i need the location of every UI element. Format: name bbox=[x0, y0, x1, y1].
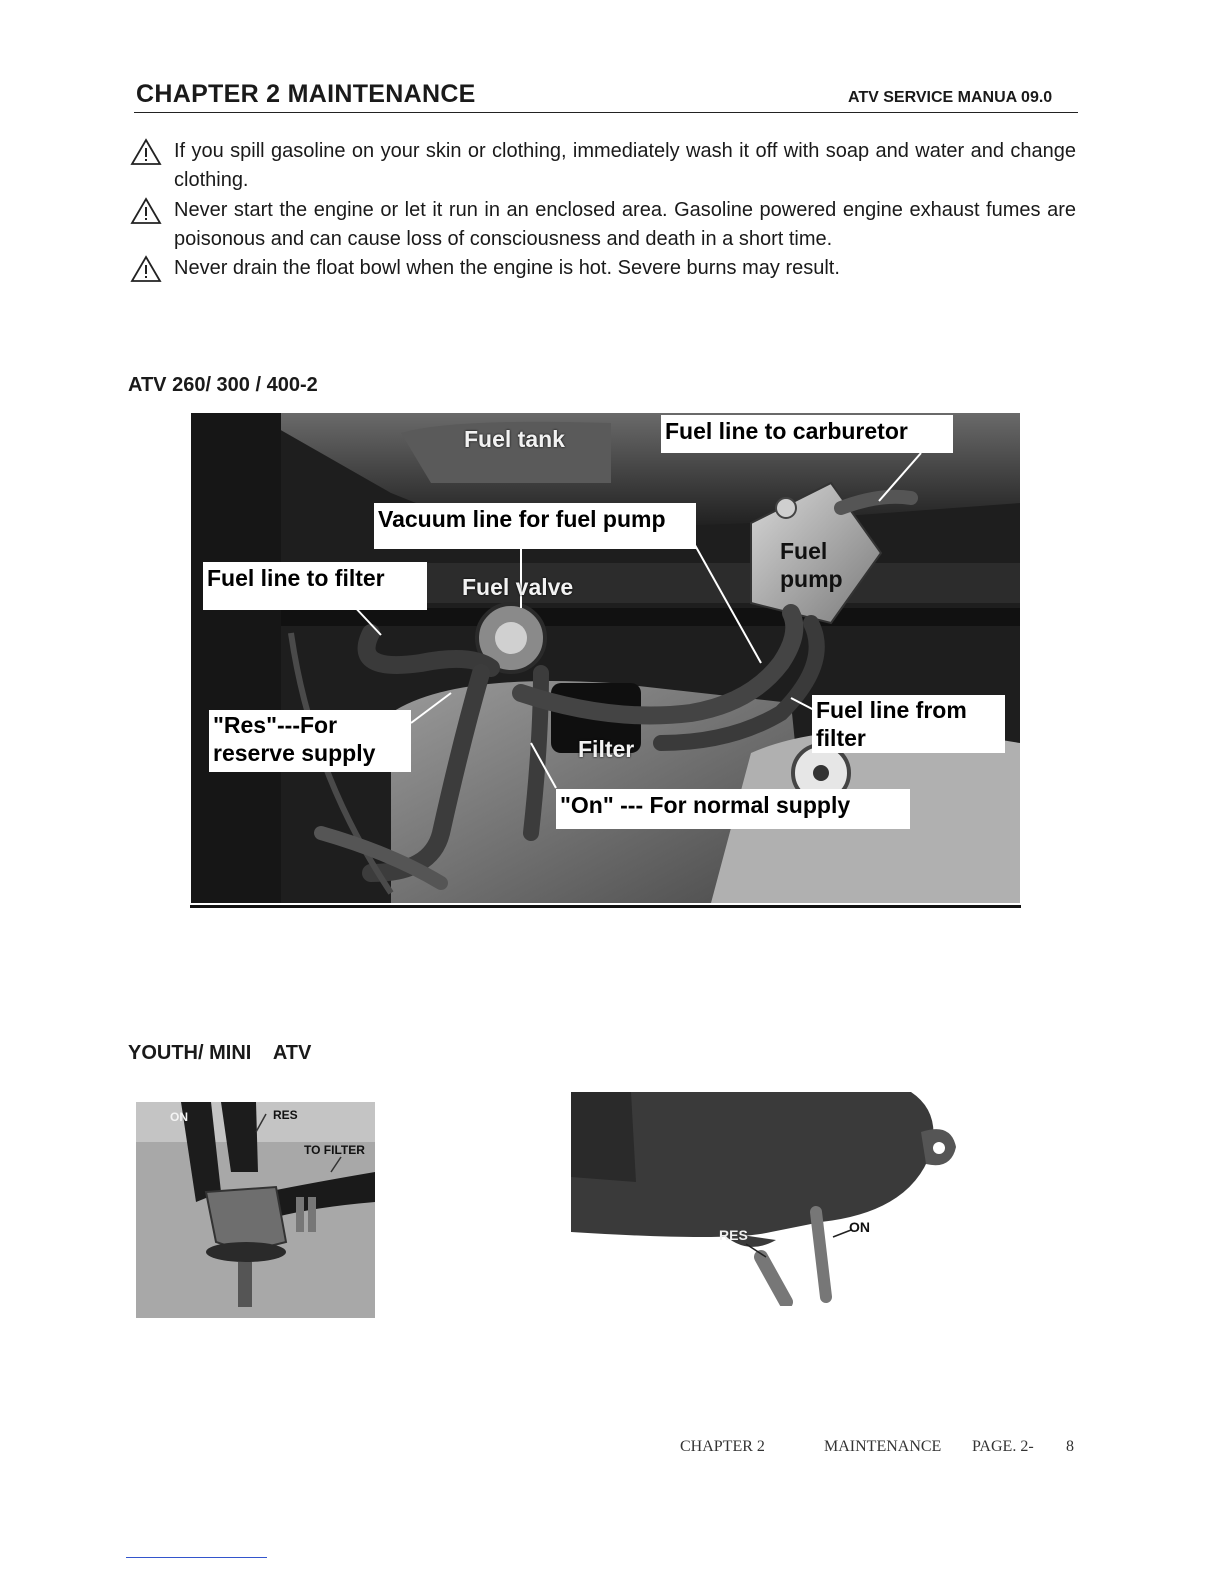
warning-item bbox=[130, 137, 1080, 195]
warning-triangle-icon bbox=[130, 197, 162, 225]
fuel-valve-illustration bbox=[136, 1102, 375, 1318]
engine-photo-illustration bbox=[191, 413, 1020, 903]
warning-text: Never start the engine or let it run in an enclosed area. Gasoline powered engine exhaust fumes are poisonous and can cause loss of consciousness and death in a short time. bbox=[174, 199, 1076, 250]
label-filter: Filter bbox=[578, 736, 635, 762]
callout-fuel-line-from-filter: Fuel line from filter bbox=[812, 695, 1005, 753]
footer-page-prefix: PAGE. 2- bbox=[972, 1438, 1034, 1455]
photo-bottom-rule bbox=[190, 905, 1021, 908]
callout-on-normal-supply: "On" --- For normal supply bbox=[556, 789, 910, 829]
youth-fuel-valve-photo bbox=[136, 1102, 375, 1318]
warning-item bbox=[130, 254, 1080, 283]
manual-title: ATV SERVICE MANUA 09.0 bbox=[848, 89, 1053, 106]
label-on: ON bbox=[170, 1110, 188, 1124]
callout-res-reserve-supply: "Res"---For reserve supply bbox=[209, 710, 411, 772]
label-res: RES bbox=[719, 1227, 748, 1243]
label-fuel-pump: Fuel pump bbox=[780, 538, 843, 592]
youth-fuel-tank-photo bbox=[571, 1092, 961, 1306]
label-fuel-tank: Fuel tank bbox=[464, 426, 565, 452]
warning-text: If you spill gasoline on your skin or clothing, immediately wash it off with soap and water and change clothing. bbox=[174, 140, 1076, 191]
label-to-filter: TO FILTER bbox=[304, 1143, 365, 1157]
warning-triangle-icon bbox=[130, 138, 162, 166]
fuel-system-photo bbox=[191, 413, 1020, 903]
label-fuel-valve: Fuel valve bbox=[462, 574, 574, 600]
label-on: ON bbox=[849, 1219, 870, 1235]
label-res: RES bbox=[273, 1108, 298, 1122]
page-footer bbox=[680, 1438, 1074, 1456]
warning-item bbox=[130, 196, 1080, 254]
callout-vacuum-line: Vacuum line for fuel pump bbox=[374, 503, 696, 549]
footer-page-number: 8 bbox=[1066, 1438, 1074, 1455]
warning-text: Never drain the float bowl when the engine is hot. Severe burns may result. bbox=[174, 257, 840, 279]
chapter-title: CHAPTER 2 MAINTENANCE bbox=[136, 80, 476, 108]
section-title-atv: ATV 260/ 300 / 400-2 bbox=[128, 374, 318, 396]
footer-section: MAINTENANCE bbox=[824, 1438, 942, 1455]
footer-link-line bbox=[126, 1557, 267, 1558]
fuel-tank-underside-illustration bbox=[571, 1092, 961, 1306]
section-title-youth: YOUTH/ MINI ATV bbox=[128, 1042, 312, 1064]
callout-fuel-line-to-carburetor: Fuel line to carburetor bbox=[661, 415, 953, 453]
footer-chapter: CHAPTER 2 bbox=[680, 1438, 765, 1455]
callout-fuel-line-to-filter: Fuel line to filter bbox=[203, 562, 427, 610]
header-rule bbox=[134, 112, 1078, 113]
warning-triangle-icon bbox=[130, 255, 162, 283]
